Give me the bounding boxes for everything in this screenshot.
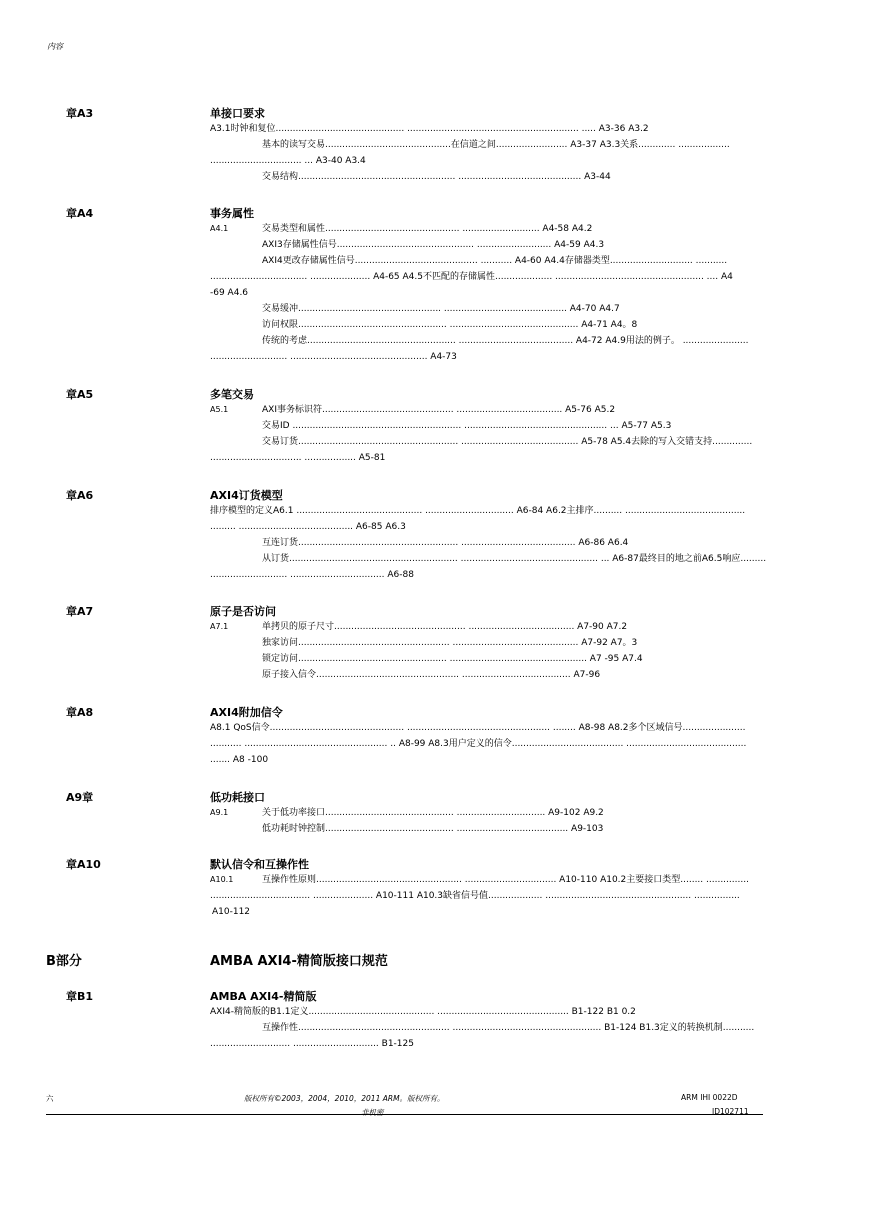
toc-entry[interactable]: 单拷贝的原子尺寸.............................................. ..................................... A7-90 A7.2 bbox=[262, 622, 628, 632]
toc-entry[interactable]: ................................ .................. A5-81 bbox=[210, 453, 386, 463]
toc-entry[interactable]: 交易ID ........................................................... .................................................. ... A5-77 A5.3 bbox=[262, 421, 672, 431]
chapter-title[interactable]: 低功耗接口 bbox=[210, 791, 265, 804]
chapter-label[interactable]: 章A3 bbox=[66, 107, 94, 120]
toc-entry[interactable]: AXI事务标识符.............................................. ..................................... A5-76 A5.2 bbox=[262, 405, 616, 415]
section-number: A7.1 bbox=[210, 622, 229, 631]
document-id: ARM IHI 0022D bbox=[681, 1093, 738, 1102]
toc-entry[interactable]: 原子接入信令.................................................. ...................................... A7-96 bbox=[262, 670, 601, 680]
copyright-notice: 版权所有©2003，2004，2010，2011 ARM。版权所有。 bbox=[244, 1094, 445, 1103]
toc-entry[interactable]: ................................... ..................... A10-111 A10.3缺省信号值................... ................................................... ................ bbox=[210, 891, 740, 901]
document-issue-id: ID102711 bbox=[712, 1107, 749, 1116]
chapter-label[interactable]: 章A5 bbox=[66, 388, 94, 401]
toc-entry[interactable]: A10-112 bbox=[212, 907, 251, 917]
toc-entry[interactable]: ........... .................................................. .. A8-99 A8.3用户定义的信令....................................... .......................................... bbox=[210, 739, 747, 749]
toc-entry[interactable]: 交易缓冲.................................................. ........................................... A4-70 A4.7 bbox=[262, 304, 620, 314]
toc-entry[interactable]: 从订货........................................................... ................................................ ... A6-87最终目的地之前A6.5响应......... bbox=[262, 554, 767, 564]
toc-entry[interactable]: 独家访问..................................................... ............................................ A7-92 A7。3 bbox=[262, 638, 638, 648]
chapter-title[interactable]: 单接口要求 bbox=[210, 107, 265, 120]
toc-entry[interactable]: 互连订货........................................................ ........................................ A6-86 A6.4 bbox=[262, 538, 629, 548]
toc-entry[interactable]: ......... ........................................ A6-85 A6.3 bbox=[210, 522, 406, 532]
confidentiality-label: 非机密 bbox=[361, 1108, 384, 1117]
chapter-title[interactable]: 多笔交易 bbox=[210, 388, 254, 401]
footer-rule bbox=[46, 1114, 763, 1115]
toc-entry[interactable]: 锁定访问.................................................... ................................................ A7 -95 A7.4 bbox=[262, 654, 643, 664]
chapter-title[interactable]: AXI4订货模型 bbox=[210, 489, 283, 502]
toc-entry[interactable]: ................................ ... A3-40 A3.4 bbox=[210, 156, 366, 166]
chapter-label[interactable]: 章B1 bbox=[66, 990, 94, 1003]
chapter-title[interactable]: AMBA AXI4-精简版 bbox=[210, 990, 317, 1003]
section-number: A5.1 bbox=[210, 405, 229, 414]
section-number: A10.1 bbox=[210, 875, 234, 884]
toc-entry[interactable]: 低功耗时钟控制............................................. ....................................... A9-103 bbox=[262, 824, 604, 834]
page-number: 六 bbox=[46, 1094, 54, 1103]
toc-entry[interactable]: ............................ .............................. B1-125 bbox=[210, 1039, 414, 1049]
toc-entry[interactable]: A3.1时钟和复位............................................. ............................................................ ..... A3-36 A3.2 bbox=[210, 124, 649, 134]
toc-entry[interactable]: 交易结构....................................................... ........................................... A3-44 bbox=[262, 172, 611, 182]
toc-entry[interactable]: 交易类型和属性............................................... ........................... A4-58 A4.2 bbox=[262, 224, 593, 234]
toc-entry[interactable]: ........................... ................................. A6-88 bbox=[210, 570, 414, 580]
chapter-title[interactable]: 默认信令和互操作性 bbox=[210, 858, 309, 871]
toc-entry[interactable]: 访问权限.................................................... ............................................. A4-71 A4。8 bbox=[262, 320, 638, 330]
toc-entry[interactable]: ........................... ................................................ A4-73 bbox=[210, 352, 457, 362]
chapter-label[interactable]: 章A10 bbox=[66, 858, 101, 871]
chapter-label[interactable]: 章A4 bbox=[66, 207, 94, 220]
toc-entry[interactable]: ....... A8 -100 bbox=[210, 755, 269, 765]
chapter-label[interactable]: 章A7 bbox=[66, 605, 94, 618]
toc-entry[interactable]: AXI3存储属性信号................................................ .......................... A4-59 A4.3 bbox=[262, 240, 605, 250]
toc-entry[interactable]: AXI4更改存储属性信号........................................... ........... A4-60 A4.4存储器类型............................. ........... bbox=[262, 256, 728, 266]
toc-entry[interactable]: 基本的读写交易............................................在信道之间......................... A3-37 A3.3关系............. .................. bbox=[262, 140, 730, 150]
toc-entry[interactable]: 排序模型的定义A6.1 ............................................ ............................... A6-84 A6.2主排序.......... .......................................... bbox=[210, 506, 746, 516]
chapter-title[interactable]: 原子是否访问 bbox=[210, 605, 276, 618]
part-title[interactable]: AMBA AXI4-精简版接口规范 bbox=[210, 954, 388, 969]
chapter-title[interactable]: AXI4附加信令 bbox=[210, 706, 283, 719]
section-number: A9.1 bbox=[210, 808, 229, 817]
toc-entry[interactable]: -69 A4.6 bbox=[210, 288, 249, 298]
toc-entry[interactable]: 交易订货........................................................ ......................................... A5-78 A5.4去除的写入交错支持.............. bbox=[262, 437, 753, 447]
chapter-label[interactable]: 章A6 bbox=[66, 489, 94, 502]
toc-entry[interactable]: 传统的考虑.................................................... ........................................ A4-72 A4.9用法的例子。 ....................... bbox=[262, 336, 749, 346]
chapter-label[interactable]: 章A8 bbox=[66, 706, 94, 719]
section-number: A4.1 bbox=[210, 224, 229, 233]
running-header: 内容 bbox=[47, 42, 63, 51]
part-label[interactable]: B部分 bbox=[46, 954, 82, 969]
toc-entry[interactable]: 互操作性..................................................... .................................................... B1-124 B1.3定义的转换机制........... bbox=[262, 1023, 755, 1033]
chapter-label[interactable]: A9章 bbox=[66, 791, 94, 804]
toc-entry[interactable]: A8.1 QoS信令............................................... .................................................. ........ A8-98 A8.2多个区域信号...................... bbox=[210, 723, 746, 733]
chapter-title[interactable]: 事务属性 bbox=[210, 207, 254, 220]
toc-entry[interactable]: 互操作性原则................................................... ................................ A10-110 A10.2主要接口类型........ ............... bbox=[262, 875, 749, 885]
toc-entry[interactable]: 关于低功率接口............................................. ............................... A9-102 A9.2 bbox=[262, 808, 604, 818]
toc-entry[interactable]: AXI4-精简版的B1.1定义............................................ .............................................. B1-122 B1 0.2 bbox=[210, 1007, 636, 1017]
toc-entry[interactable]: .................................. ..................... A4-65 A4.5不匹配的存储属性.................... .................................................... .... A4 bbox=[210, 272, 733, 282]
